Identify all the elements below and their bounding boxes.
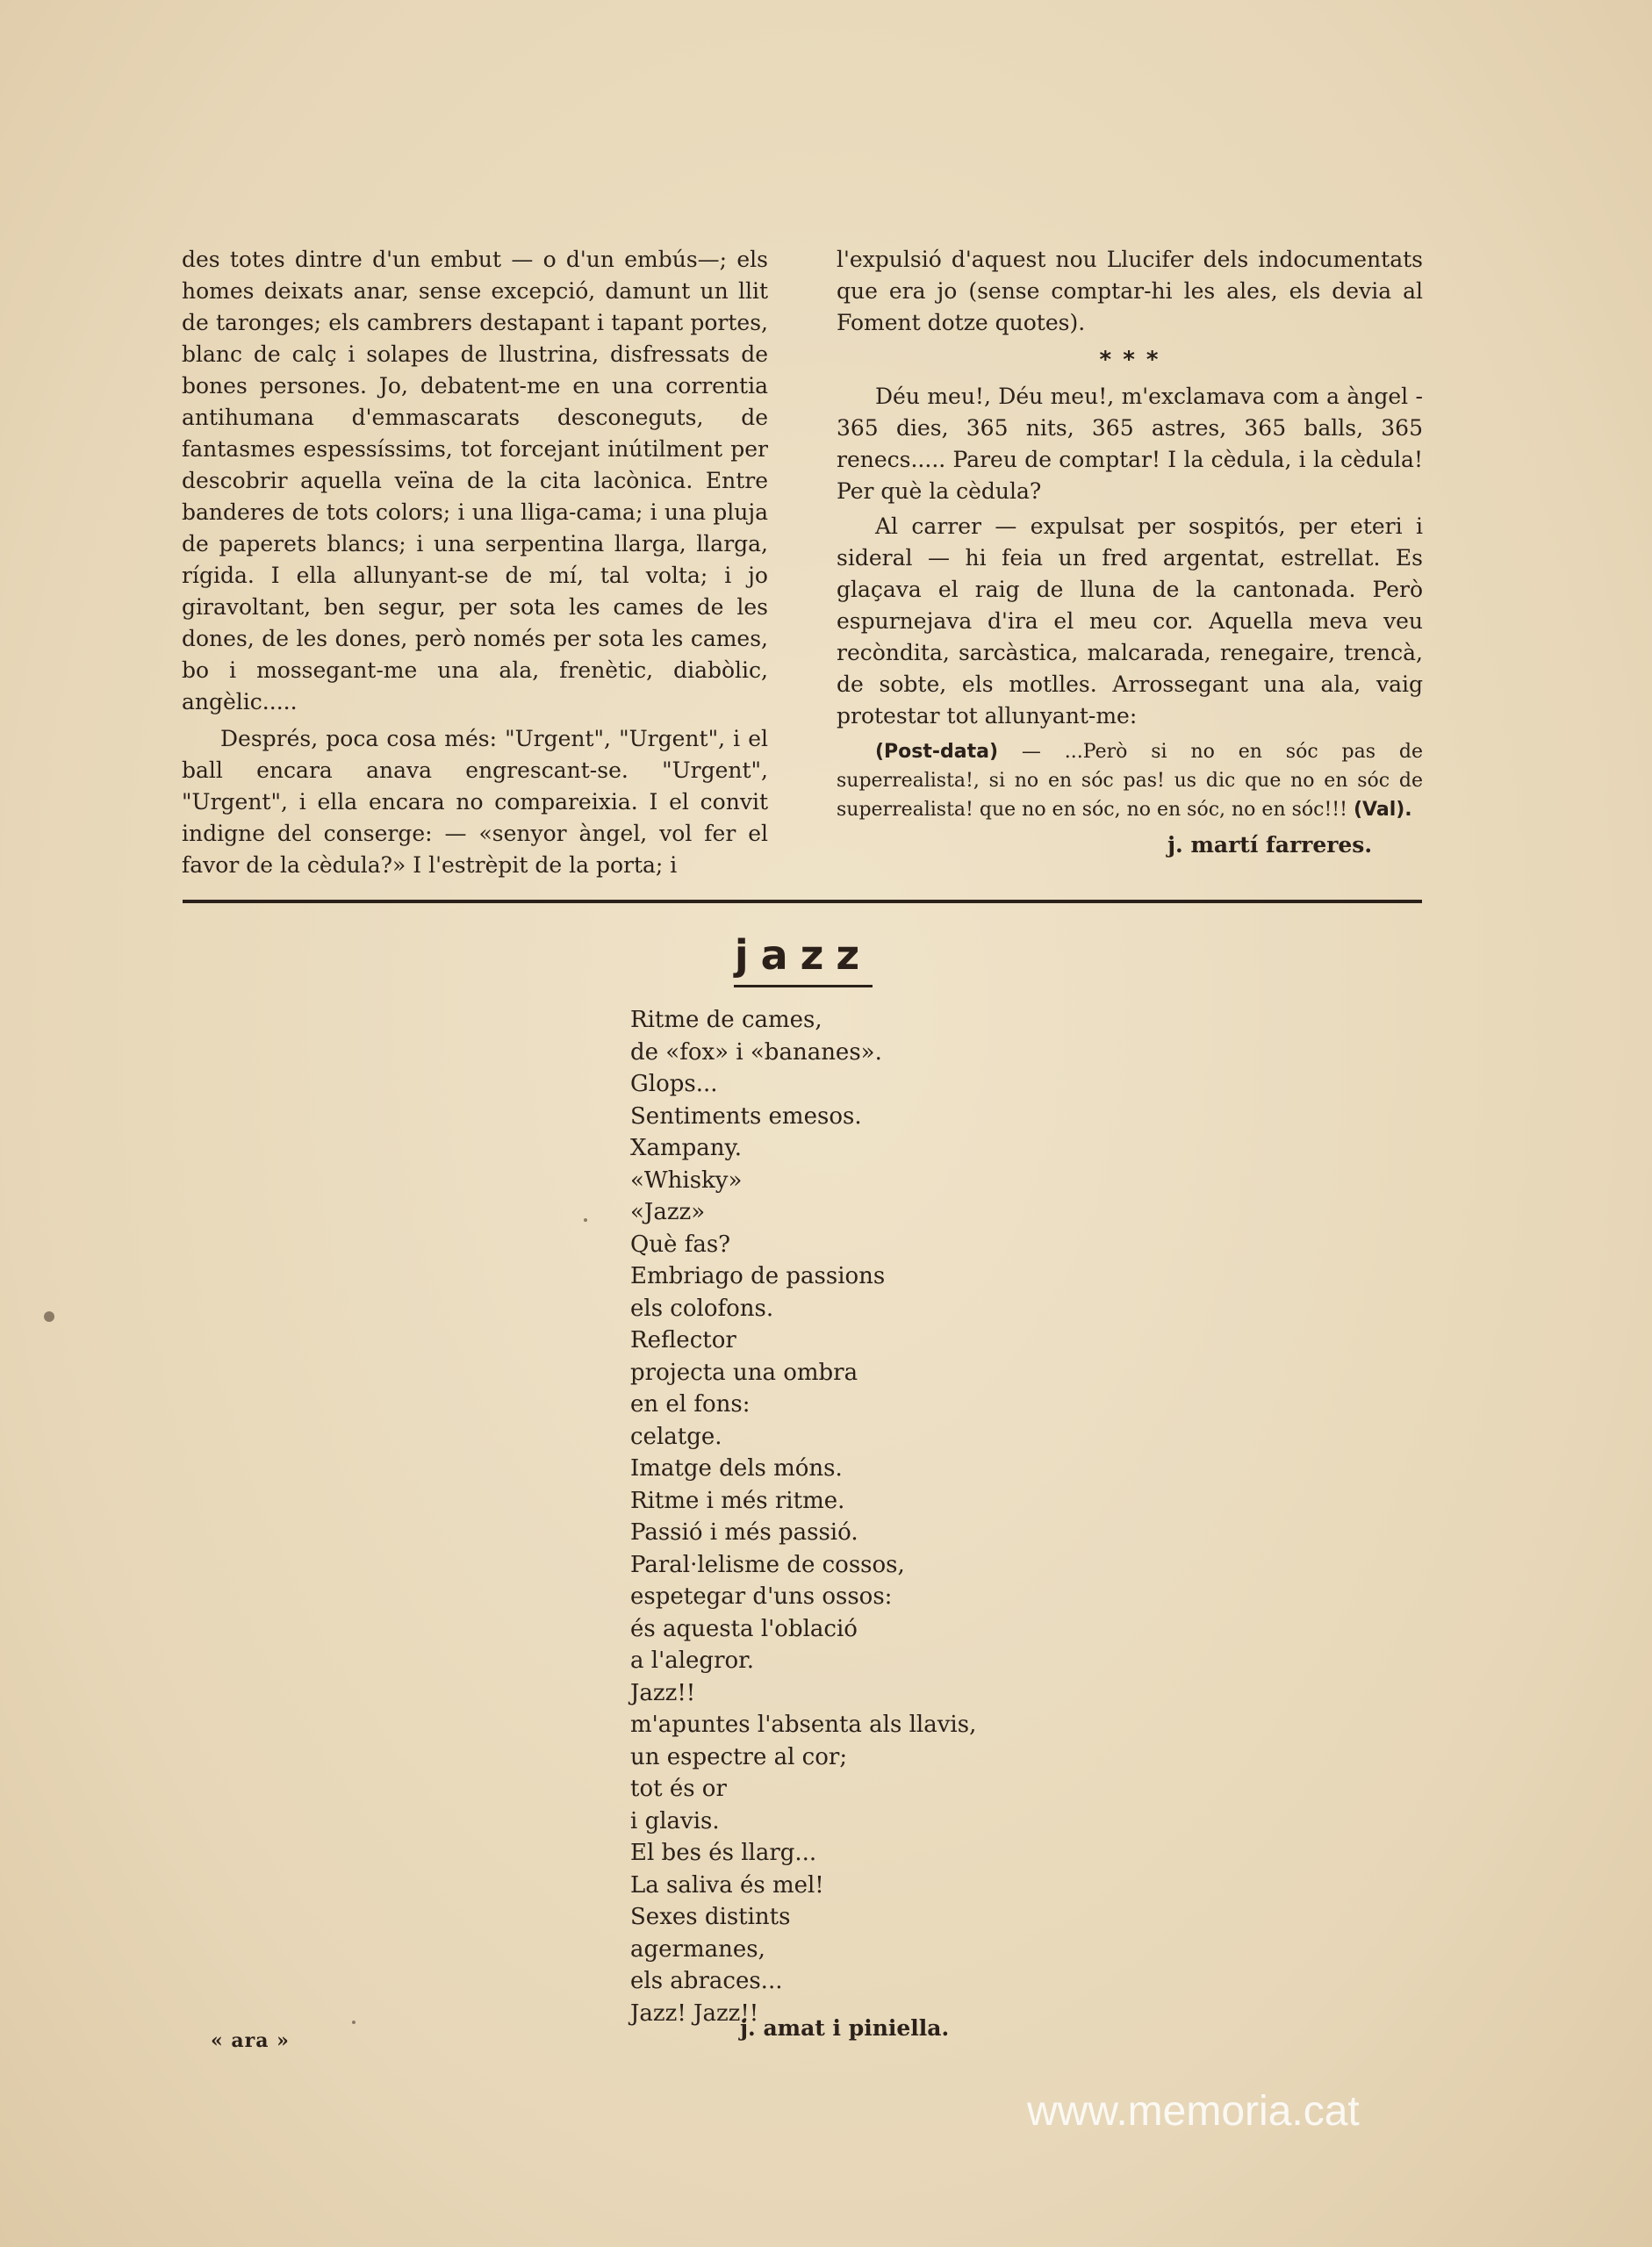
- poem-line: Imatge dels móns.: [630, 1455, 843, 1482]
- poem-line: celatge.: [630, 1423, 722, 1450]
- poem-line: Sentiments emesos.: [630, 1102, 862, 1130]
- section-separator: * * *: [1099, 347, 1160, 373]
- poem-line: és aquesta l'oblació: [630, 1615, 858, 1642]
- poem-line: m'apuntes l'absenta als llavis,: [630, 1712, 977, 1738]
- poem-line: de «fox» i «bananes».: [630, 1038, 882, 1066]
- poem-line: projecta una ombra: [630, 1359, 858, 1386]
- postdata-label: (Post-data): [875, 741, 999, 763]
- paper-speck: [352, 2021, 356, 2024]
- poem-line: Paral·lelisme de cossos,: [630, 1551, 905, 1578]
- poem-line: Ritme de cames,: [630, 1007, 822, 1033]
- publication-mark: « ara »: [211, 2029, 290, 2052]
- article-signature: j. martí farreres.: [1167, 832, 1373, 858]
- postdata-sign: (Val).: [1353, 799, 1412, 821]
- poem-line: a l'alegror.: [630, 1648, 754, 1674]
- poem-line: «Jazz»: [630, 1199, 706, 1225]
- right-column: [837, 244, 1423, 824]
- poem-line: Jazz! Jazz!!: [630, 1999, 759, 2027]
- poem-line: els colofons.: [630, 1295, 774, 1322]
- poem-line: i glavis.: [630, 1807, 720, 1834]
- poem-line: Passió i més passió.: [630, 1519, 858, 1546]
- postdata-paragraph: [837, 737, 1423, 824]
- poem-line: Ritme i més ritme.: [630, 1487, 845, 1514]
- paper-speck: [44, 1311, 54, 1322]
- poem-line: Reflector: [630, 1327, 736, 1353]
- left-paragraph-2: Després, poca cosa més: "Urgent", "Urgent", i el ball encara anava engrescant-se. "Urgent", "Urgent", i ella encara no compareixia. I el convit indigne del conserge: — «senyor àngel, vol fer el favor de la cèdula?» I l'estrèpit de la porta; i: [182, 726, 768, 878]
- poem-line: espetegar d'uns ossos:: [630, 1583, 893, 1610]
- right-paragraph-3: Al carrer — expulsat per sospitós, per eteri i sideral — hi feia un fred argentat, estrellat. Es glaçava el raig de lluna de la cantonada. Però espurnejava d'ira el meu cor. Aquella meva veu recòndita, sarcàstica, malcarada, renegaire, trencà, de sobte, els motlles. Arrossegant una ala, vaig protestar tot allunyant-me:: [837, 513, 1423, 729]
- poem-line: Glops...: [630, 1071, 718, 1097]
- poem-title-underline: [734, 985, 873, 987]
- postdata-text: — ...Però si no en sóc pas de superrealista!, si no en sóc pas! us dic que no en sóc de superrealista! que no en sóc, no en sóc, no en sóc!!!: [837, 741, 1423, 821]
- poem-line: agermanes,: [630, 1935, 765, 1963]
- poem-line: els abraces...: [630, 1968, 783, 1994]
- poem-line: Jazz!!: [630, 1679, 696, 1706]
- poem-line: tot és or: [630, 1776, 727, 1802]
- poem-line: un espectre al cor;: [630, 1743, 848, 1770]
- left-paragraph-1: des totes dintre d'un embut — o d'un embús—; els homes deixats anar, sense excepció, damunt un llit de taronges; els cambrers destapant i tapant portes, blanc de calç i solapes de llustrina, disfressats de bones persones. Jo, debatent-me en una correntia antihumana d'emmascarats desconeguts, de fantasmes espessíssims, tot forcejant inútilment per descobrir aquella veïna de la cita lacònica. Entre banderes de tots colors; i una lliga-cama; i una pluja de paperets blancs; i una serpentina llarga, llarga, rígida. I ella allunyant-se de mí, tal volta; i jo giravoltant, ben segur, per sota les cames de les dones, de les dones, però només per sota les cames, bo i mossegant-me una ala, frenètic, diabòlic, angèlic.....: [182, 247, 768, 714]
- watermark: www.memoria.cat: [1027, 2088, 1360, 2135]
- poem-line: Sexes distints: [630, 1904, 791, 1930]
- poem-body: [630, 1004, 1087, 2029]
- paper-speck: [584, 1218, 587, 1222]
- poem-line: en el fons:: [630, 1391, 751, 1418]
- right-paragraph-2: Déu meu!, Déu meu!, m'exclamava com a àngel - 365 dies, 365 nits, 365 astres, 365 balls, 365 renecs..... Pareu de comptar! I la cèdula, i la cèdula! Per què la cèdula?: [837, 384, 1423, 504]
- poem-title: jazz: [734, 931, 873, 979]
- poem-line: Xampany.: [630, 1135, 743, 1161]
- poem-line: El bes és llarg...: [630, 1840, 817, 1866]
- poem-line: La saliva és mel!: [630, 1871, 824, 1899]
- poem-signature: j. amat i piniella.: [740, 2015, 950, 2041]
- poem-line: «Whisky»: [630, 1167, 743, 1194]
- poem-line: Embriago de passions: [630, 1263, 886, 1289]
- section-divider: [183, 900, 1422, 903]
- poem-line: Què fas?: [630, 1231, 731, 1258]
- right-paragraph-1: l'expulsió d'aquest nou Llucifer dels indocumentats que era jo (sense comptar-hi les ales, els devia al Foment dotze quotes).: [837, 247, 1423, 335]
- left-column: [182, 244, 768, 881]
